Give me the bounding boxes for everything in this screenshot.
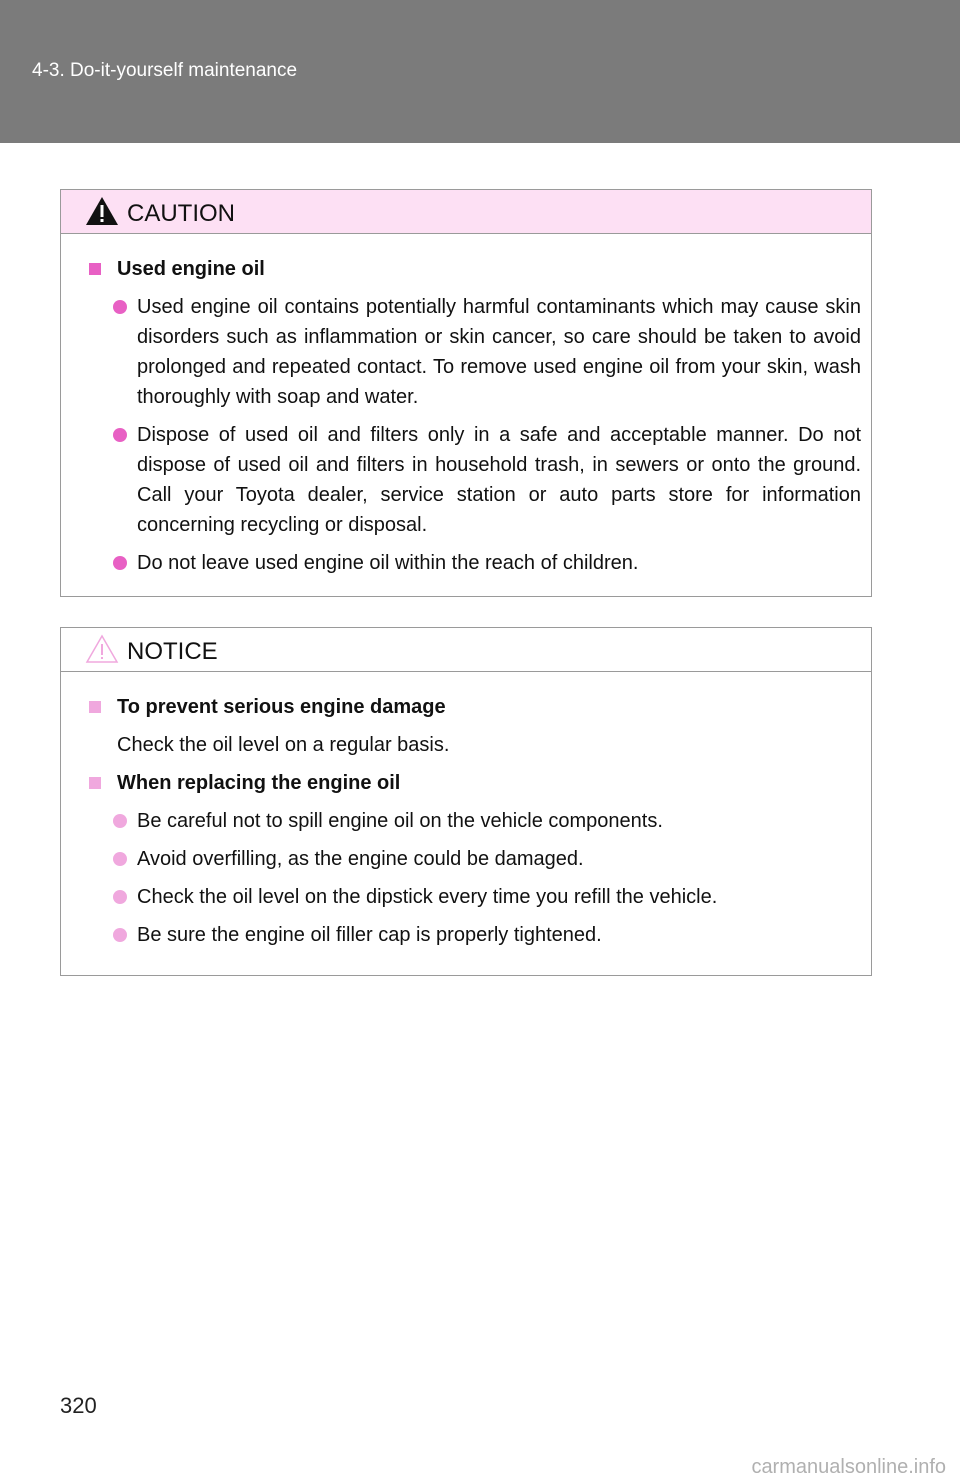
notice-bullet-text: Be careful not to spill engine oil on the vehicle components. [137, 810, 663, 832]
notice-bullet [89, 920, 861, 950]
notice-section2-title: When replacing the engine oil [117, 772, 401, 794]
notice-bullet-text: Be sure the engine oil filler cap is properly tightened. [137, 924, 602, 946]
page-header [0, 0, 960, 143]
notice-bullet [89, 806, 861, 836]
square-bullet-icon [89, 263, 101, 275]
caution-body [61, 234, 871, 578]
caution-header [61, 190, 871, 234]
square-bullet-icon [89, 701, 101, 713]
caution-title: CAUTION [127, 200, 235, 227]
section-title: 4-3. Do-it-yourself maintenance [32, 60, 298, 81]
circle-bullet-icon [113, 556, 127, 570]
circle-bullet-icon [113, 928, 127, 942]
warning-triangle-icon [85, 196, 119, 226]
caution-bullet [89, 292, 861, 412]
circle-bullet-icon [113, 852, 127, 866]
notice-section-heading [89, 768, 861, 798]
page-number: 320 [60, 1393, 97, 1418]
circle-bullet-icon [113, 300, 127, 314]
notice-box [60, 627, 872, 976]
notice-bullet [89, 882, 861, 912]
caution-bullet [89, 420, 861, 540]
notice-section1-text: Check the oil level on a regular basis. [117, 734, 450, 756]
notice-section-heading [89, 692, 861, 722]
notice-bullet-text: Check the oil level on the dipstick every time you refill the vehicle. [137, 886, 718, 908]
notice-triangle-icon [85, 634, 119, 664]
notice-section1-title: To prevent serious engine damage [117, 696, 446, 718]
caution-bullet-text: Used engine oil contains potentially harmful contaminants which may cause skin disorders such as inflammation or skin cancer, so care should be taken to avoid prolonged and repeated contact. To remove used engine oil from your skin, wash thoroughly with soap and water. [137, 296, 861, 408]
notice-body [61, 672, 871, 950]
notice-bullet [89, 844, 861, 874]
circle-bullet-icon [113, 428, 127, 442]
notice-bullet-text: Avoid overfilling, as the engine could be damaged. [137, 848, 584, 870]
notice-header [61, 628, 871, 672]
caution-box [60, 189, 872, 597]
caution-section-title: Used engine oil [117, 258, 265, 280]
circle-bullet-icon [113, 890, 127, 904]
circle-bullet-icon [113, 814, 127, 828]
caution-bullet-text: Do not leave used engine oil within the reach of children. [137, 552, 639, 574]
watermark: carmanualsonline.info [751, 1456, 946, 1478]
square-bullet-icon [89, 777, 101, 789]
caution-bullet [89, 548, 861, 578]
caution-section-heading [89, 254, 861, 284]
caution-bullet-text: Dispose of used oil and filters only in a safe and acceptable manner. Do not dispose of used oil and filters in household trash, in sewers or onto the ground. Call your Toyota dealer, service station or auto parts store for information concerning recycling or disposal. [137, 424, 861, 536]
notice-title: NOTICE [127, 638, 218, 665]
